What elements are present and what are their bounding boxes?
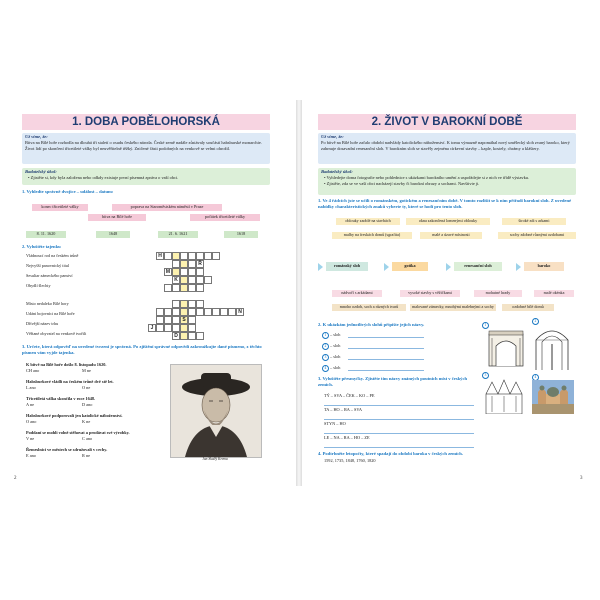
baroque-church-photo <box>532 380 574 414</box>
left-page-title: 1. DOBA POBĚLOHORSKÁ <box>22 114 270 130</box>
date-chip[interactable]: 1648 <box>96 231 130 238</box>
number-badge: 4 <box>532 374 539 381</box>
crossword-cell[interactable] <box>180 324 188 332</box>
crossword-cell[interactable] <box>180 268 188 276</box>
crossword-cell[interactable] <box>188 332 196 340</box>
date-chip[interactable]: 8. 11. 1620 <box>26 231 66 238</box>
right-page-title: 2. ŽIVOT V BAROKNÍ DOBĚ <box>318 114 576 130</box>
number-badge: 1 <box>482 322 489 329</box>
right-q2-number: 2. <box>318 322 322 327</box>
right-known-text: Po bitvě na Bílé hoře začalo období nadvlády katolického náboženství. K tomu výmazně napomáhal nový umělecký sloh zvaný baroko, který zahrnuje dosavadní renesanční sloh. V barokním sloh se stavěly zejména církevní stavby – kaple, kostely, chrámy a kláštery. <box>321 140 570 151</box>
number-badge: 2 <box>322 343 329 350</box>
crossword-cell[interactable] <box>172 284 180 292</box>
crossword-cell[interactable] <box>156 308 164 316</box>
crossword-cell[interactable] <box>188 252 196 260</box>
chevron-right-icon <box>384 263 389 271</box>
style-answer-label: – sloh <box>330 343 341 348</box>
answer-line[interactable] <box>324 447 474 448</box>
crossword-cell[interactable] <box>172 268 180 276</box>
crossword-cell[interactable] <box>180 300 188 308</box>
date-chip[interactable]: 1618 <box>224 231 258 238</box>
crossword-cell[interactable] <box>188 260 196 268</box>
crossword-clue: Vládnoucí rod na českém trůně <box>26 253 79 258</box>
crossword-cell[interactable] <box>188 284 196 292</box>
event-chip[interactable]: konec třicetileté války <box>32 204 88 211</box>
crossword-cell[interactable] <box>180 260 188 268</box>
left-q1-number: 1. <box>22 189 26 194</box>
answer-option[interactable]: CH ano <box>26 368 40 373</box>
crossword-cell[interactable]: K <box>172 276 180 284</box>
chevron-right-icon <box>516 263 521 271</box>
answer-line[interactable] <box>348 337 424 338</box>
chevron-right-icon <box>446 263 451 271</box>
right-q2-text: K ukázkám jednotlivých slohů připište jejich názvy. <box>322 322 425 327</box>
style-chip[interactable]: gotika <box>392 262 428 271</box>
statement: K bitvě na Bílé hoře došlo 8. listopadu 1620. <box>26 362 107 367</box>
number-badge: 3 <box>482 372 489 379</box>
years-list[interactable]: 1592, 1735, 1848, 1760, 1820 <box>324 458 376 463</box>
crossword-cell[interactable] <box>204 308 212 316</box>
example-chip[interactable]: ozdobné bílé domů <box>502 304 554 311</box>
anagram: TA – HO – RA – SVA <box>324 407 363 412</box>
right-research-box <box>318 168 576 195</box>
right-q3 <box>318 376 468 388</box>
answer-option[interactable]: K ne <box>82 419 91 424</box>
portrait-drawing <box>171 365 261 457</box>
right-page <box>306 100 588 486</box>
crossword-cell[interactable]: H <box>156 252 164 260</box>
crossword-cell[interactable] <box>164 324 172 332</box>
answer-option[interactable]: M ne <box>82 368 91 373</box>
number-badge: 2 <box>532 318 539 325</box>
crossword-cell[interactable] <box>172 308 180 316</box>
event-chip[interactable]: poprava na Staroměstském náměstí v Praze <box>112 204 222 211</box>
answer-option[interactable]: C ano <box>82 436 93 441</box>
right-q4 <box>318 451 580 457</box>
crossword-cell[interactable] <box>196 332 204 340</box>
crossword-cell[interactable] <box>172 252 180 260</box>
crossword-cell[interactable] <box>196 300 204 308</box>
feature-chip[interactable]: široké zdi s arkami <box>502 218 566 225</box>
crossword-cell[interactable] <box>188 316 196 324</box>
crossword-cell[interactable] <box>188 300 196 308</box>
answer-option[interactable]: R ne <box>82 453 90 458</box>
crossword-clue: Věřiané obyvatel na venkově tvořili <box>26 331 87 336</box>
right-q4-number: 4. <box>318 451 322 456</box>
left-q2 <box>22 244 61 250</box>
right-q1 <box>318 198 580 210</box>
page-number: 2 <box>14 476 17 481</box>
crossword-cell[interactable] <box>164 252 172 260</box>
anagram: LE – NA – RA – HO – ZE <box>324 435 370 440</box>
event-chip[interactable]: počátek třicetileté války <box>190 214 260 221</box>
left-q2-text: Vyluštěte tajenku <box>26 244 61 249</box>
crossword-cell[interactable] <box>220 308 228 316</box>
example-chip[interactable]: mohutné hrady <box>474 290 522 297</box>
style-answer-label: – sloh <box>330 332 341 337</box>
right-q4-text: Podtrhněte letopočty, které spadají do období baroka v českých zemích. <box>322 451 464 456</box>
crossword-clue: Udáni bojovníci na Bílé hoře <box>26 311 75 316</box>
style-chip[interactable]: románský sloh <box>326 262 368 271</box>
answer-line[interactable] <box>348 348 424 349</box>
crossword-cell[interactable] <box>164 284 172 292</box>
crossword-cell[interactable]: S <box>180 316 188 324</box>
crossword-cell[interactable] <box>180 308 188 316</box>
answer-option[interactable]: E ano <box>26 453 36 458</box>
left-page <box>10 100 292 486</box>
romanesque-arch-image <box>532 322 572 370</box>
renaissance-portal-image <box>486 328 526 368</box>
number-badge: 3 <box>322 354 329 361</box>
style-chip[interactable]: renesanční sloh <box>454 262 502 271</box>
crossword-cell[interactable] <box>212 252 220 260</box>
left-known-box <box>22 133 270 164</box>
crossword-cell[interactable] <box>172 324 180 332</box>
crossword-cell[interactable] <box>180 284 188 292</box>
example-chip[interactable]: vysoké stavby s věžičkami <box>400 290 460 297</box>
crossword-cell[interactable]: J <box>148 324 156 332</box>
chevron-right-icon <box>318 263 323 271</box>
right-q3-number: 3. <box>318 376 322 381</box>
crossword-cell[interactable]: M <box>165 269 171 275</box>
number-badge: 1 <box>322 332 329 339</box>
crossword-cell[interactable] <box>196 276 204 284</box>
statement: Habsburkové vládli na českém trůně dvě stě let. <box>26 379 114 384</box>
crossword-cell[interactable] <box>188 268 196 276</box>
feature-chip[interactable]: malby na freskách domů (sgrafita) <box>332 232 412 239</box>
left-research-text: • Zjistěte si, kdy byla založena nebo odkdy existuje první písemná zpráva o vaší obci. <box>28 175 179 180</box>
right-research-text: • Vyhledejte doma fotografie nebo pohlednice s ukázkami barokního umění a uspořádejte si z nich ve třídě výstavku. • Zjistěte, zda se ve vaší obci nacházejí stavby či barokní obrazy a sochami. Navštivte ji. <box>324 175 530 186</box>
crossword-cell[interactable] <box>156 316 164 324</box>
answer-option[interactable]: L ano <box>26 385 36 390</box>
date-chip[interactable]: 21. 6. 1621 <box>158 231 198 238</box>
feature-chip[interactable]: oblouky zaoblé na stavbách <box>336 218 400 225</box>
example-chip[interactable]: nádvoří s arkádami <box>332 290 382 297</box>
answer-option[interactable]: D ano <box>82 402 93 407</box>
right-q1-text: Ve 4 řádcích jste se učili o románském, gotickém a renesančním době. V tomto rozlišit se k nim přiřadí barokní sloh. Z uvedené nabídky charakteristických znaků vyberte ty, které se hodí pro tento sloh. <box>318 198 572 209</box>
crossword-cell[interactable] <box>196 284 204 292</box>
crossword-cell[interactable] <box>180 252 188 260</box>
crossword-cell[interactable] <box>164 316 172 324</box>
right-known-label: Už víme, že: <box>321 134 344 139</box>
left-q3 <box>22 344 276 356</box>
answer-line[interactable] <box>324 419 474 420</box>
crossword-cell[interactable] <box>212 308 220 316</box>
left-known-label: Už víme, že: <box>25 134 48 139</box>
right-known-box <box>318 133 576 164</box>
right-q1-number: 1. <box>318 198 322 203</box>
anagram: TÝ – SVA – ČEK – KO – PE <box>324 393 375 398</box>
crossword-clue: Místo nedaleko Bílé hory <box>26 301 69 306</box>
left-q3-number: 3. <box>22 344 26 349</box>
example-chip[interactable]: malované zámecky, mnohými malebnými a sochy <box>410 304 496 311</box>
crossword-cell[interactable] <box>180 276 188 284</box>
anagram: STYN – HO <box>324 421 346 426</box>
left-research-label: Badatelský úkol: <box>25 169 57 174</box>
feature-chip[interactable]: sochy zdobné různými ozdobami <box>498 232 576 239</box>
crossword-cell[interactable] <box>188 324 196 332</box>
statement: Poddaní se mohli volně stěhovat a prodávat své výrobky. <box>26 430 130 435</box>
answer-option[interactable]: O ne <box>82 385 91 390</box>
gothic-cathedral-image <box>482 378 526 414</box>
crossword-cell[interactable] <box>164 308 172 316</box>
crossword-clue: Dřívější název trhu <box>26 321 59 326</box>
left-q1-text: Vyhledte správně dvojice – událost – datum: <box>26 189 114 194</box>
crossword-cell[interactable]: N <box>236 308 244 316</box>
example-chip[interactable]: mnoho ozdob, soch a různých tvarů <box>332 304 406 311</box>
answer-option[interactable]: V ne <box>26 436 35 441</box>
statement: Řemeslníci ve městech se sdružovali v cechy. <box>26 447 108 452</box>
crossword-cell[interactable] <box>180 332 188 340</box>
portrait-caption: Jan Skallý Krema <box>202 457 228 461</box>
portrait-image <box>170 364 262 458</box>
answer-option[interactable]: O ano <box>26 419 37 424</box>
answer-line[interactable] <box>324 405 474 406</box>
crossword-cell[interactable] <box>196 268 204 276</box>
crossword-cell[interactable] <box>204 276 212 284</box>
right-research-label: Badatelský úkol: <box>321 169 353 174</box>
crossword-clue: Nejvyšší panovnický titul <box>26 263 70 268</box>
answer-line[interactable] <box>348 370 424 371</box>
answer-line[interactable] <box>324 433 474 434</box>
answer-option[interactable]: A ne <box>26 402 34 407</box>
statement: Třicetiletá válka skončila v roce 1648. <box>26 396 96 401</box>
crossword-cell[interactable]: Ř <box>196 260 204 268</box>
crossword-cell[interactable] <box>172 316 180 324</box>
crossword-cell[interactable] <box>228 308 236 316</box>
right-q3-text: Vyluštěte přesmyčky. Zjistěte tím názvy známých poutních míst v českých zemích. <box>318 376 468 387</box>
style-chip[interactable]: baroko <box>524 262 564 271</box>
statement: Habsburkové podporovali jen katolické náboženství. <box>26 413 123 418</box>
feature-chip[interactable]: malé a úzavé místnosti <box>420 232 482 239</box>
left-known-text: Bitva na Bílé hoře rozhodla na dlouhá tři staletí o osudu českého národa. České země nadále zůstávaly součástí habsburské monarchie. Život lidí po skončení třicetileté války byl neuvěřitelně těžký. Zničené části podobných na venkově se velmi ohrožil. <box>25 140 262 151</box>
style-answer-label: – sloh <box>330 354 341 359</box>
crossword-cell[interactable] <box>172 300 180 308</box>
crossword-cell[interactable] <box>156 324 164 332</box>
page-number: 3 <box>580 476 583 481</box>
answer-line[interactable] <box>348 359 424 360</box>
example-chip[interactable]: malé okénka <box>534 290 574 297</box>
crossword-cell[interactable] <box>196 252 204 260</box>
crossword-cell[interactable] <box>172 260 180 268</box>
book-spine <box>296 100 302 486</box>
right-q2 <box>318 322 424 328</box>
crossword-cell[interactable] <box>188 308 196 316</box>
crossword-cell[interactable] <box>196 308 204 316</box>
crossword-cell[interactable] <box>188 276 196 284</box>
crossword-cell[interactable]: D <box>172 332 180 340</box>
left-research-box <box>22 168 270 185</box>
crossword-cell[interactable] <box>204 252 212 260</box>
left-q1 <box>22 189 113 195</box>
feature-chip[interactable]: okna zakončená lomenými oblouky <box>406 218 490 225</box>
style-answer-label: – sloh <box>330 365 341 370</box>
left-q3-text: Určete, která odpověď na uvedené tvrzení je správná. Po zjištění správné odpovědi zakroužkujte dané písmeno, z těchto písmen vám vyjde tajenka. <box>22 344 262 355</box>
left-q2-number: 2. <box>22 244 26 249</box>
event-chip[interactable]: bitva na Bílé hoře <box>88 214 146 221</box>
number-badge: 4 <box>322 365 329 372</box>
crossword-clue: Obydlí šlechty <box>26 283 51 288</box>
crossword-clue: Sesuliar zámeckého panství <box>26 273 73 278</box>
